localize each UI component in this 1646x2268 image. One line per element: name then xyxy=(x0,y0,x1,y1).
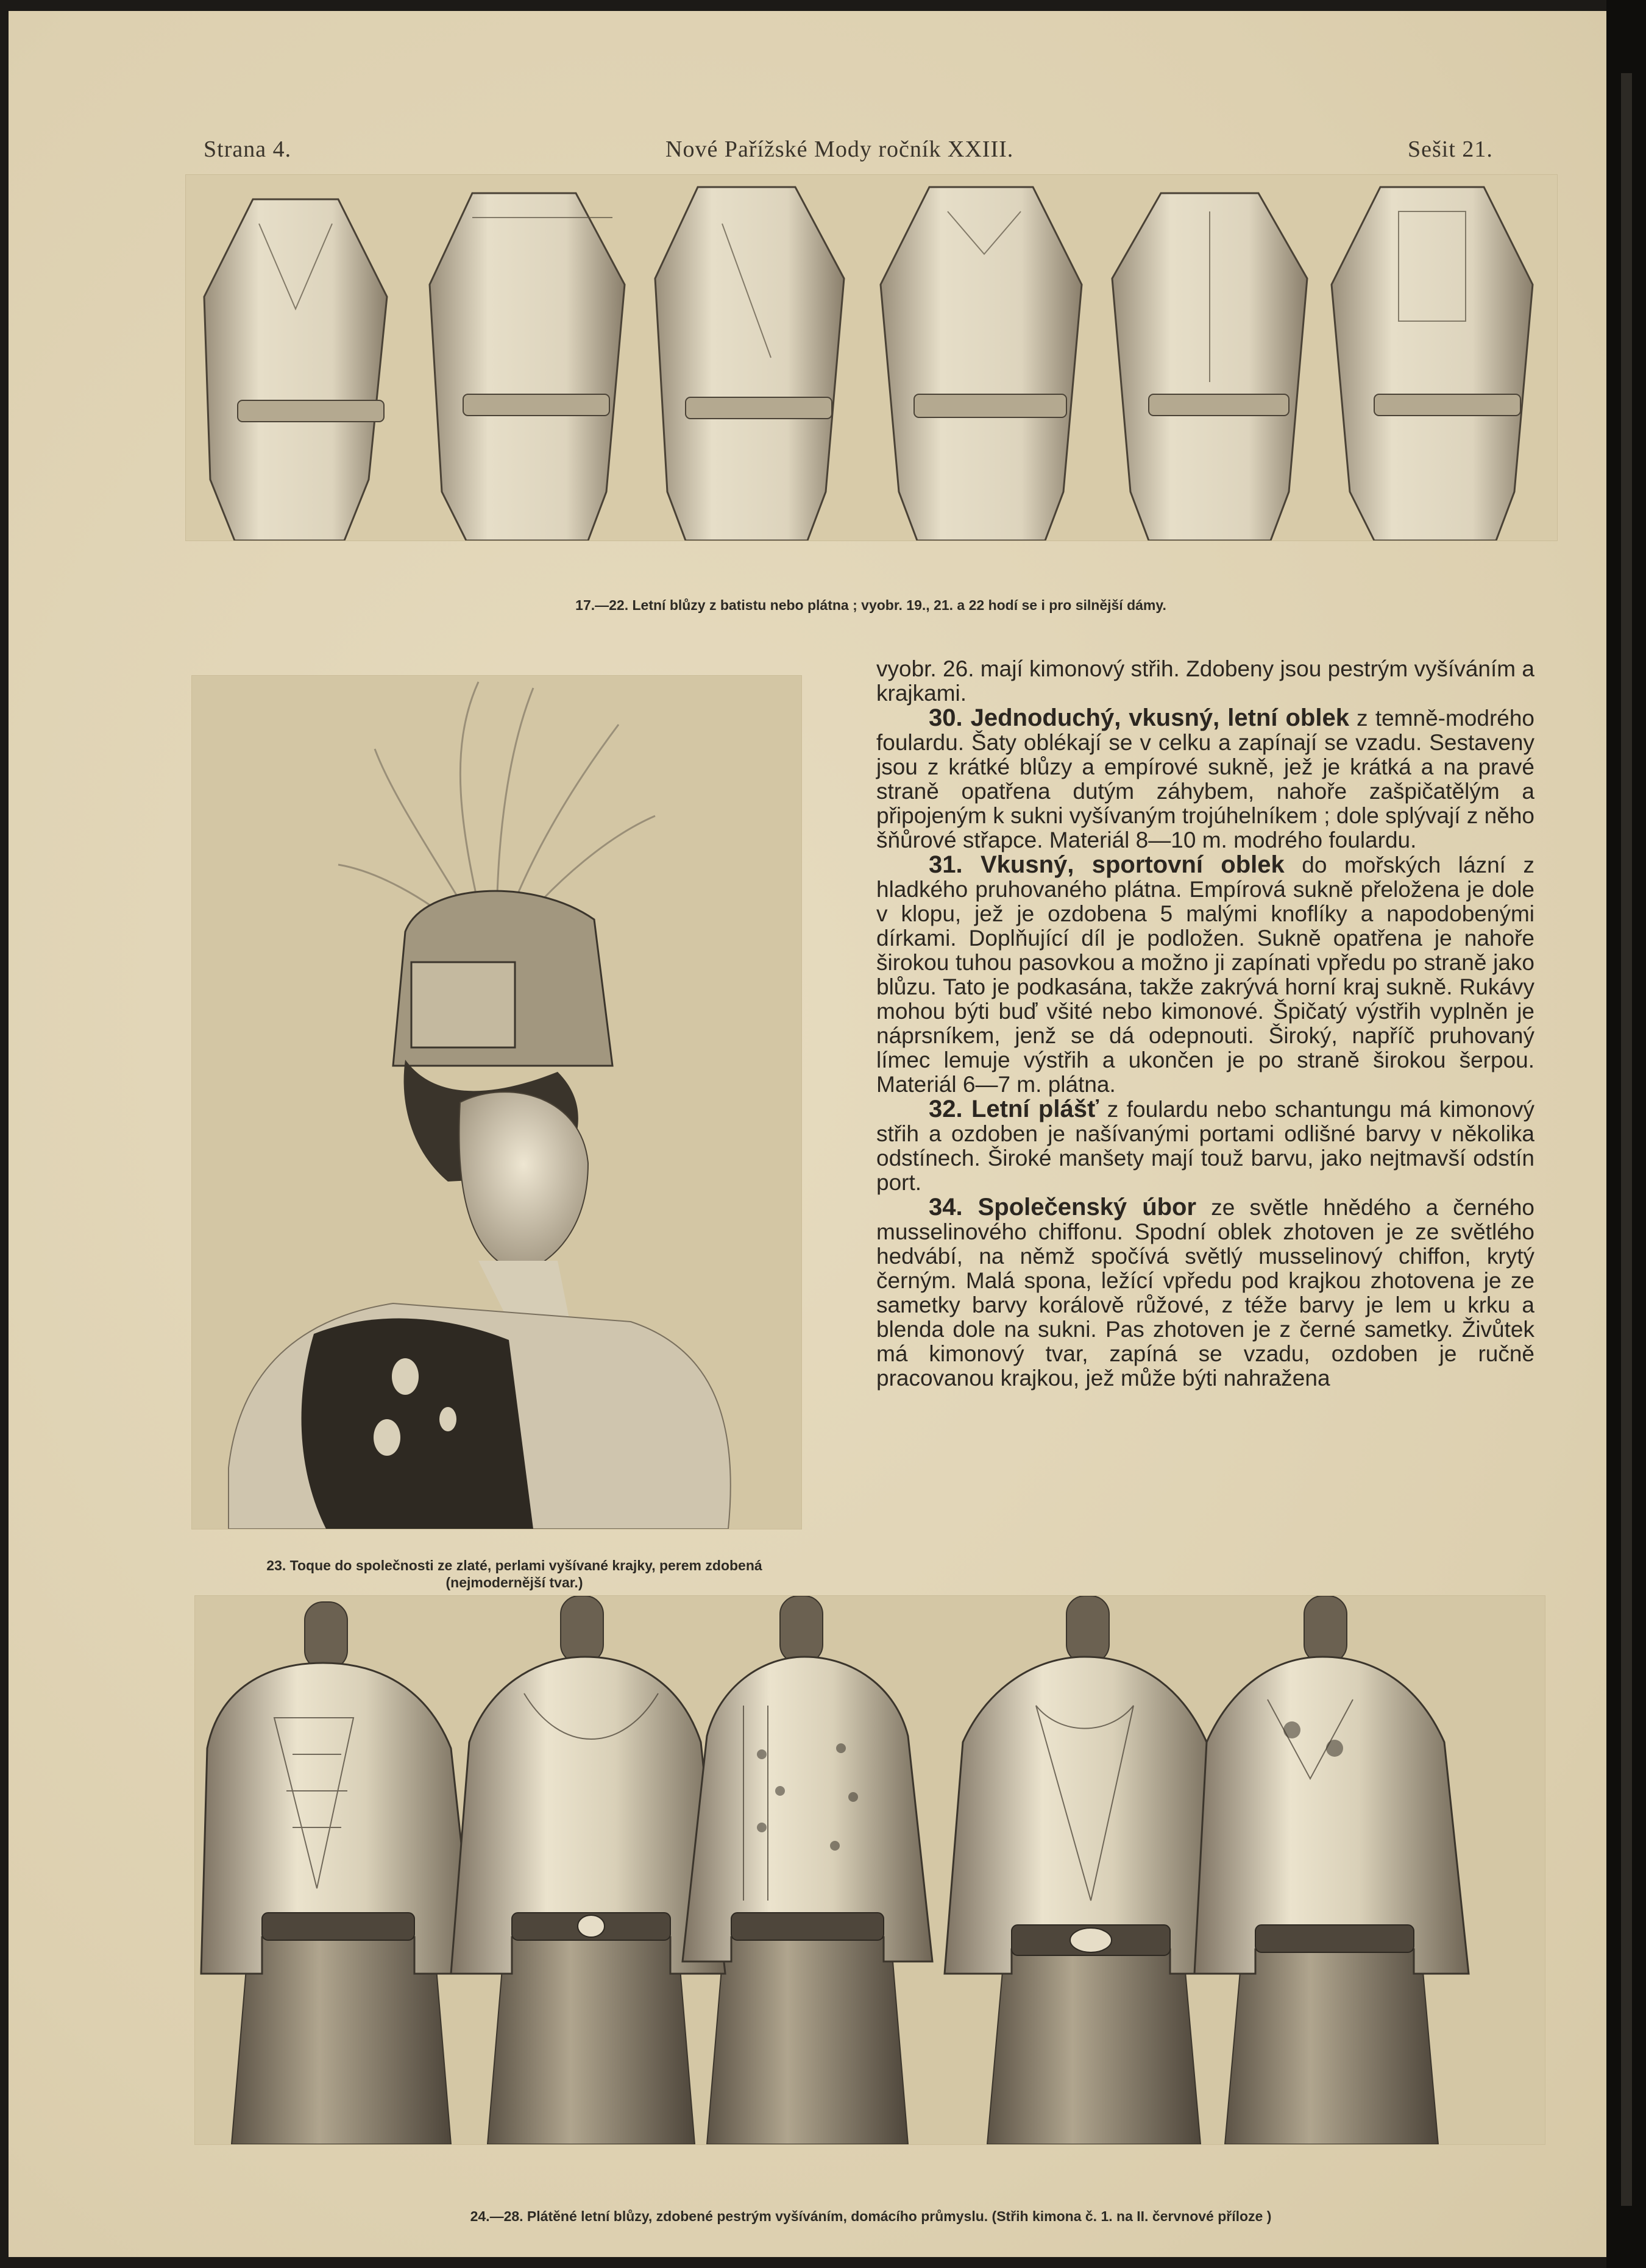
article-item-34 xyxy=(876,1195,1534,1391)
article-column xyxy=(876,657,1534,1391)
article-item-32 xyxy=(876,1097,1534,1195)
item-31-text: do mořských lázní z hladkého pruhovaného plátna. Empírová sukně přeložena je dole v klopu, jež je ozdobena 5 malými knoflíky a napodobenými dírkami. Doplňující díl je podložen. Sukně opatřena je nahoře širokou tuhou pasovkou a možno ji zapínati vpředu po straně jako blůzu. Tato je podkasána, takže zakrývá horní kraj sukně. Rukávy mohou býti buď všité nebo kimonové. Špičatý výstřih vyplněn je náprsníkem, jenž se dá odepnouti. Široký, napříč pruhovaný límec lemuje výstřih a ukončen je po straně širokou šerpou. Materiál 6—7 m. plátna. xyxy=(876,852,1534,1097)
item-34-text: ze světle hnědého a černého musselinového chiffonu. Spodní oblek zhotoven je ze světlého hedvábí, na němž spočívá světlý musselinový chiffon, krytý černým. Malá spona, ležící vpředu pod krajkou zhotovena je ze sametky barvy korálově růžové, z téže barvy je lem u krku a blenda dole na sukni. Pas zhotoven je z černé sametky. Živůtek má kimonový tvar, zapíná se vzadu, ozdoben je ručně pracovanou krajkou, jež může býti nahražena xyxy=(876,1195,1534,1391)
issue-number: Sešit 21. xyxy=(1408,136,1493,162)
blouses-engraving-top xyxy=(186,175,1557,540)
woman-portrait-engraving xyxy=(192,676,801,1529)
item-32-title: 32. Letní plášť xyxy=(929,1096,1099,1122)
item-34-title: 34. Společenský úbor xyxy=(929,1194,1197,1221)
mannequins-engraving-bottom xyxy=(195,1596,1545,2144)
page-number: Strana 4. xyxy=(204,136,292,162)
bottom-figure-caption: 24.—28. Plátěné letní blůzy, zdobené pestrým vyšíváním, domácího průmyslu. (Střih kimona č. 1. na II. červnové příloze ) xyxy=(470,2208,1272,2224)
article-item-31 xyxy=(876,852,1534,1097)
magazine-page xyxy=(9,11,1606,2257)
scan-binding-strip xyxy=(1621,73,1632,2206)
magazine-title: Nové Pařížské Mody ročník XXIII. xyxy=(665,136,1014,162)
top-figure-caption: 17.—22. Letní blůzy z batistu nebo plátna ; vyobr. 19., 21. a 22 hodí se i pro silnější dámy. xyxy=(575,597,1166,613)
top-blouses-illustration xyxy=(185,174,1558,541)
item-32-text: z foulardu nebo schantungu má kimonový střih a ozdoben je našívanými portami odlišné barvy v několika odstínech. Široké manšety mají touž barvu, jako nejtmavší odstín port. xyxy=(876,1097,1534,1195)
item-30-title: 30. Jednoduchý, vkusný, letní oblek xyxy=(929,704,1349,731)
item-31-title: 31. Vkusný, sportovní oblek xyxy=(929,851,1285,878)
item-30-text: z temně-modrého foulardu. Šaty oblékají se v celku a zapínají se vzadu. Sestaveny jsou z krátké blůzy a empírové sukně, jež je krátká a na pravé straně opatřena dutým záhybem, nahoře zašpičatělým a připojeným k sukni vyšívaným trojúhelníkem ; dole splývají z něho šňůrové střapce. Materiál 8—10 m. modrého foulardu. xyxy=(876,706,1535,852)
bottom-blouses-illustration xyxy=(194,1595,1545,2145)
article-intro: vyobr. 26. mají kimonový střih. Zdobeny jsou pestrým vyšíváním a krajkami. xyxy=(876,656,1534,706)
portrait-caption-line1: 23. Toque do společnosti ze zlaté, perlami vyšívané krajky, perem zdobená xyxy=(266,1557,762,1573)
portrait-caption-line2: (nejmodernější tvar.) xyxy=(445,1575,583,1590)
toque-portrait-illustration xyxy=(191,675,802,1529)
article-item-30 xyxy=(876,706,1534,852)
